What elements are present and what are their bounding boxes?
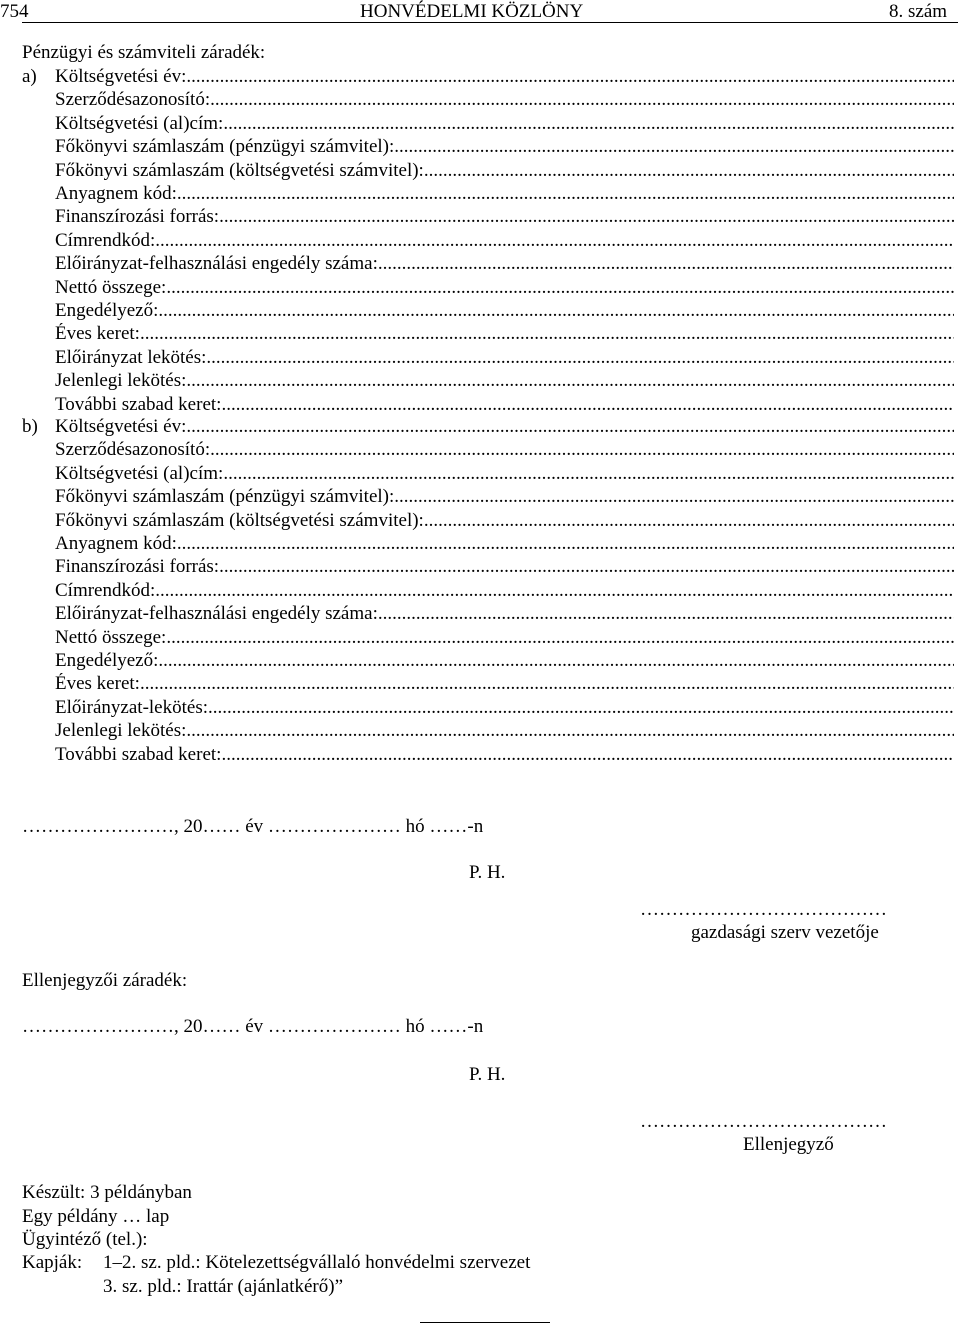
form-field-label: Engedélyező: (55, 300, 159, 321)
recipient-1: 1–2. sz. pld.: Kötelezettségvállaló honvédelmi szervezet (103, 1252, 531, 1273)
stamp-placeholder-2: P. H. (469, 1064, 506, 1085)
form-field-label: Engedélyező: (55, 650, 159, 671)
form-field-label: Anyagnem kód: (55, 183, 177, 204)
form-field-row (55, 510, 954, 532)
form-field-label: Címrendkód: (55, 580, 156, 601)
form-field-row (55, 416, 954, 438)
form-field-label: Jelenlegi lekötés: (55, 720, 187, 741)
form-field-row (55, 370, 954, 392)
form-field-row (55, 89, 954, 111)
fill-in-dots (210, 439, 954, 461)
form-field-label: Előirányzat lekötés: (55, 347, 207, 368)
fill-in-dots (155, 230, 954, 252)
form-field-row (55, 627, 954, 649)
form-field-label: Költségvetési év: (55, 66, 187, 87)
section-title: Pénzügyi és számviteli záradék: (22, 42, 266, 63)
form-field-label: További szabad keret: (55, 394, 222, 415)
journal-title: HONVÉDELMI KÖZLÖNY (360, 1, 584, 22)
form-field-row (55, 533, 954, 555)
fill-in-dots (140, 673, 954, 695)
fill-in-dots (424, 160, 954, 182)
form-field-row (55, 463, 954, 485)
stamp-placeholder-1: P. H. (469, 862, 506, 883)
form-field-row (55, 744, 954, 766)
form-field-row (55, 323, 954, 345)
fill-in-dots (378, 253, 954, 275)
fill-in-dots (221, 744, 954, 766)
form-field-label: Költségvetési (al)cím: (55, 113, 224, 134)
fill-in-dots (186, 370, 954, 392)
signature-dots-2: ………………………………… (640, 1111, 887, 1132)
fill-in-dots (394, 136, 954, 158)
form-field-row (55, 650, 954, 672)
fill-in-dots (221, 394, 954, 416)
fill-in-dots (206, 347, 954, 369)
form-field-row (55, 183, 954, 205)
form-field-row (55, 697, 954, 719)
fill-in-dots (223, 113, 954, 135)
fill-in-dots (166, 627, 954, 649)
form-field-row (55, 230, 954, 252)
form-field-row (55, 253, 954, 275)
form-field-label: Finanszírozási forrás: (55, 556, 220, 577)
fill-in-dots (186, 416, 954, 438)
fill-in-dots (155, 580, 954, 602)
countersign-title: Ellenjegyzői záradék: (22, 970, 188, 991)
form-field-row (55, 160, 954, 182)
form-field-row (55, 347, 954, 369)
form-field-label: Anyagnem kód: (55, 533, 177, 554)
form-field-label: Címrendkód: (55, 230, 156, 251)
form-field-label: Éves keret: (55, 323, 140, 344)
recipient-2: 3. sz. pld.: Irattár (ajánlatkérő)” (103, 1276, 344, 1297)
form-field-row (55, 439, 954, 461)
form-field-row (55, 206, 954, 228)
fill-in-dots (424, 510, 954, 532)
section-b-marker: b) (22, 416, 38, 437)
fill-in-dots (186, 720, 954, 742)
form-field-label: Nettó összege: (55, 627, 167, 648)
fill-in-dots (394, 486, 954, 508)
signature-label-1: gazdasági szerv vezetője (691, 922, 879, 943)
form-field-row (55, 720, 954, 742)
form-field-row (55, 66, 954, 88)
form-field-label: Előirányzat-felhasználási engedély száma: (55, 253, 378, 274)
form-field-row (55, 136, 954, 158)
form-field-label: Előirányzat-lekötés: (55, 697, 208, 718)
form-field-label: Szerződésazonosító: (55, 439, 211, 460)
form-field-row (55, 673, 954, 695)
form-field-label: Költségvetési év: (55, 416, 187, 437)
form-field-label: Nettó összege: (55, 277, 167, 298)
section-a-marker: a) (22, 66, 37, 87)
fill-in-dots (158, 300, 954, 322)
form-field-label: Jelenlegi lekötés: (55, 370, 187, 391)
page-number: 754 (0, 1, 29, 22)
fill-in-dots (158, 650, 954, 672)
form-field-row (55, 486, 954, 508)
fill-in-dots (219, 206, 954, 228)
form-field-label: Előirányzat-felhasználási engedély száma: (55, 603, 378, 624)
fill-in-dots (166, 277, 954, 299)
header-rule (22, 22, 958, 23)
form-field-row (55, 300, 954, 322)
signature-dots-1: ………………………………… (640, 899, 887, 920)
copies-note: Készült: 3 példányban (22, 1182, 192, 1203)
fill-in-dots (378, 603, 954, 625)
form-field-label: Főkönyvi számlaszám (pénzügyi számvitel): (55, 136, 395, 157)
pages-note: Egy példány … lap (22, 1206, 170, 1227)
form-field-row (55, 277, 954, 299)
recipients-label: Kapják: (22, 1252, 83, 1273)
signature-label-2: Ellenjegyző (743, 1134, 834, 1155)
form-field-label: Főkönyvi számlaszám (költségvetési számvitel): (55, 510, 424, 531)
fill-in-dots (210, 89, 954, 111)
form-field-label: Költségvetési (al)cím: (55, 463, 224, 484)
form-field-row (55, 113, 954, 135)
date-line-1: ……………………, 20…… év ………………… hó ……-n (22, 816, 484, 837)
form-field-row (55, 580, 954, 602)
form-field-label: Éves keret: (55, 673, 140, 694)
form-field-label: Finanszírozási forrás: (55, 206, 220, 227)
fill-in-dots (186, 66, 954, 88)
date-line-2: ……………………, 20…… év ………………… hó ……-n (22, 1016, 484, 1037)
footer-rule (420, 1322, 550, 1323)
fill-in-dots (219, 556, 954, 578)
handler-note: Ügyintéző (tel.): (22, 1229, 148, 1250)
fill-in-dots (177, 533, 954, 555)
form-field-row (55, 603, 954, 625)
fill-in-dots (223, 463, 954, 485)
fill-in-dots (208, 697, 954, 719)
form-field-label: Szerződésazonosító: (55, 89, 211, 110)
fill-in-dots (140, 323, 954, 345)
issue-number: 8. szám (889, 1, 948, 22)
fill-in-dots (177, 183, 954, 205)
form-field-row (55, 394, 954, 416)
form-field-label: További szabad keret: (55, 744, 222, 765)
form-field-label: Főkönyvi számlaszám (költségvetési számvitel): (55, 160, 424, 181)
form-field-label: Főkönyvi számlaszám (pénzügyi számvitel): (55, 486, 395, 507)
form-field-row (55, 556, 954, 578)
